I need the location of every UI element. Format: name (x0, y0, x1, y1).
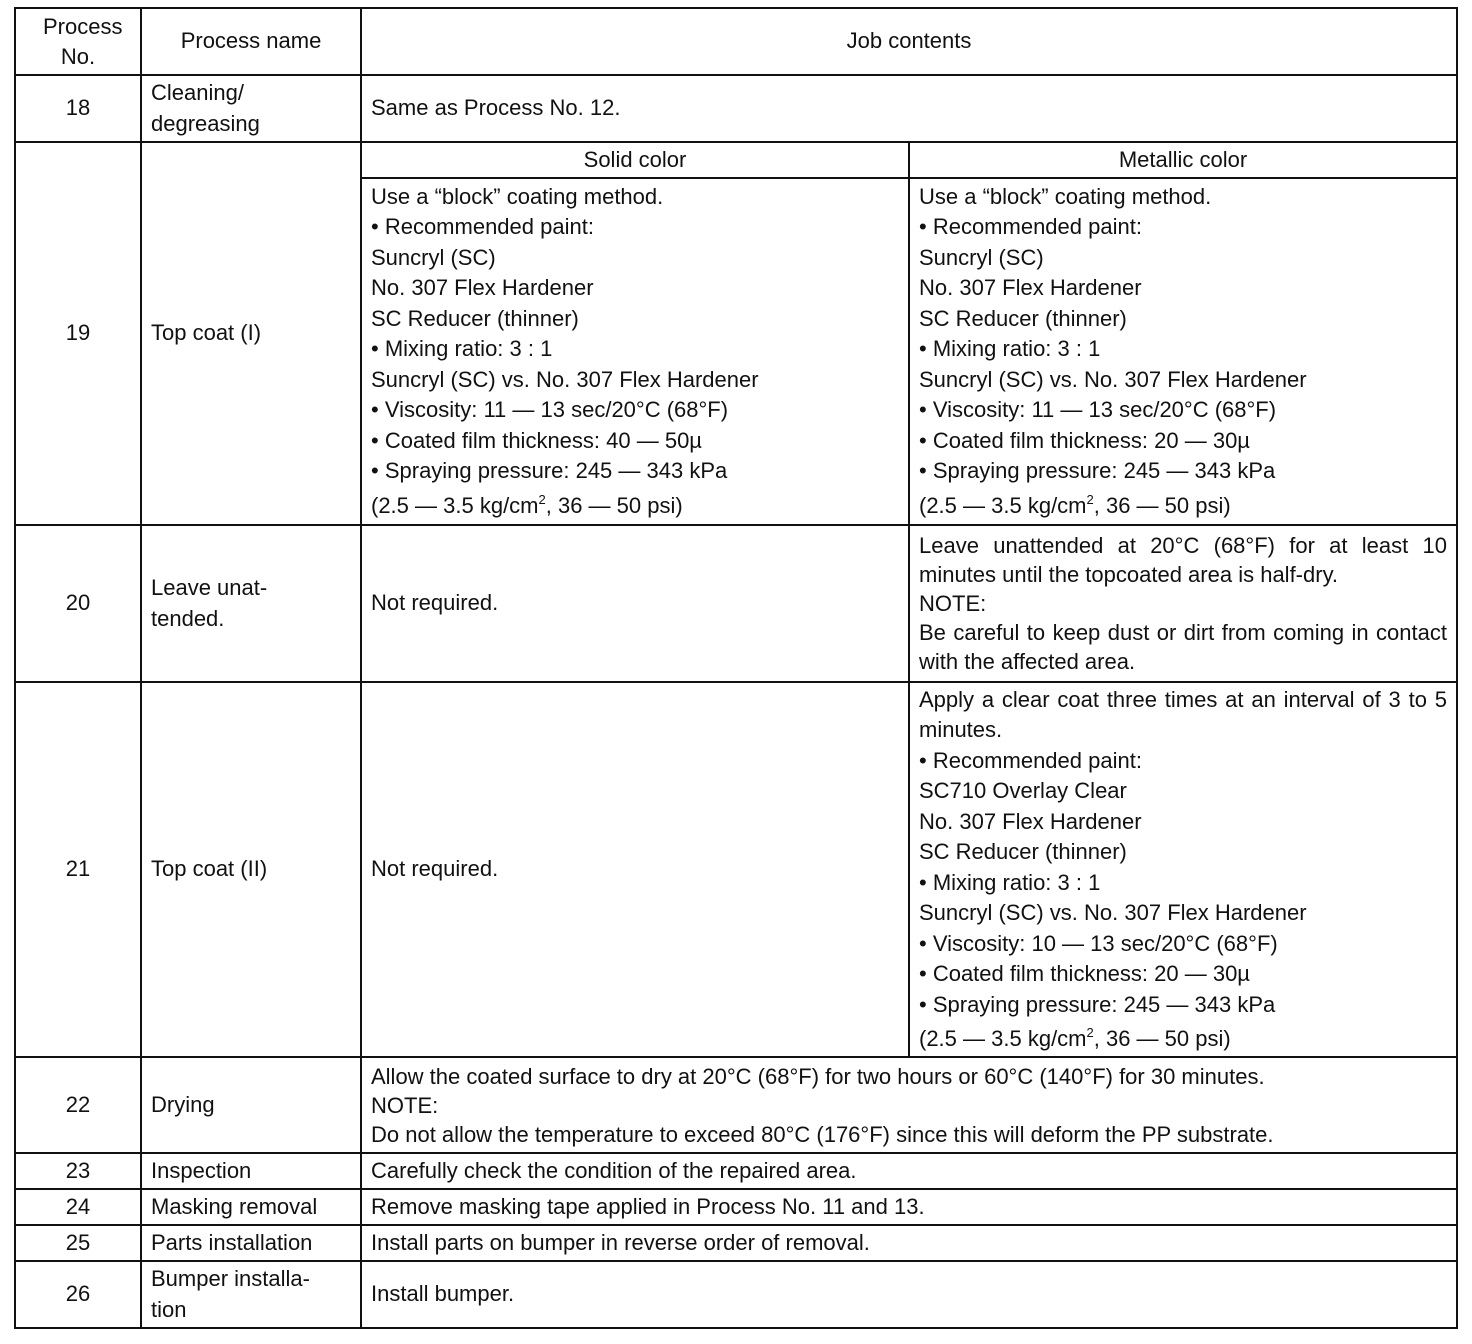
paragraph: Apply a clear coat three times at an interval of 3 to 5 minutes. (919, 686, 1447, 742)
process-name: Top coat (II) (141, 682, 361, 1057)
line: Allow the coated surface to dry at 20°C (68°F) for two hours or 60°C (140°F) for 30 minutes. (371, 1063, 1265, 1089)
process-name: Inspection (141, 1153, 361, 1189)
metallic-color-contents (909, 682, 1457, 1057)
header-job-contents: Job contents (361, 8, 1457, 75)
process-no: 26 (15, 1261, 141, 1328)
job-contents: Same as Process No. 12. (361, 75, 1457, 142)
header-metallic-color: Metallic color (909, 142, 1457, 178)
process-no: 18 (15, 75, 141, 142)
job-contents (361, 1057, 1457, 1153)
process-name: Masking removal (141, 1189, 361, 1225)
bullet-line: • Coated film thickness: 40 — 50µ (371, 426, 899, 457)
process-name: Bumper installa- tion (141, 1261, 361, 1328)
line: No. 307 Flex Hardener (371, 275, 594, 301)
note-label: NOTE: (919, 591, 987, 616)
process-no: 25 (15, 1225, 141, 1261)
process-name: Parts installation (141, 1225, 361, 1261)
line: (2.5 — 3.5 $kg/cm^2$, 36 — 50 psi) (371, 491, 683, 518)
process-name: Leave unat- tended. (141, 525, 361, 682)
table-row-22 (15, 1057, 1457, 1153)
bullet-line: • Spraying pressure: 245 — 343 kPa (919, 990, 1447, 1021)
bullet-line: • Mixing ratio: 3 : 1 (919, 334, 1447, 365)
line: SC Reducer (thinner) (919, 839, 1127, 864)
bullet-line: • Recommended paint: (919, 212, 1447, 243)
header-process-name: Process name (141, 8, 361, 75)
line: Suncryl (SC) (919, 244, 1044, 270)
line: (2.5 — 3.5 $kg/cm^2$, 36 — 50 psi) (919, 1025, 1231, 1051)
job-contents: Install parts on bumper in reverse order of removal. (361, 1225, 1457, 1261)
paragraph: Leave unattended at 20°C (68°F) for at least 10 minutes until the topcoated area is half-dry. (919, 533, 1447, 587)
process-no: 19 (15, 142, 141, 525)
subheader-row (15, 142, 1457, 178)
line: Suncryl (SC) (371, 244, 496, 270)
header-process-no: Process No. (15, 8, 141, 75)
solid-color-contents: Not required. (361, 525, 909, 682)
header-row (15, 8, 1457, 75)
bullet-line: • Recommended paint: (371, 212, 899, 243)
solid-color-contents (361, 178, 909, 525)
bullet-line: • Coated film thickness: 20 — 30µ (919, 959, 1447, 990)
metallic-color-contents (909, 525, 1457, 682)
bullet-line: • Spraying pressure: 245 — 343 kPa (371, 456, 899, 487)
table-row-21 (15, 682, 1457, 1057)
table-row-18 (15, 75, 1457, 142)
process-no: 24 (15, 1189, 141, 1225)
line: Suncryl (SC) vs. No. 307 Flex Hardener (371, 366, 759, 392)
line: Suncryl (SC) vs. No. 307 Flex Hardener (919, 900, 1307, 925)
line: (2.5 — 3.5 $kg/cm^2$, 36 — 50 psi) (919, 491, 1231, 518)
bullet-line: • Coated film thickness: 20 — 30µ (919, 426, 1447, 457)
job-contents: Carefully check the condition of the repaired area. (361, 1153, 1457, 1189)
table-row-24 (15, 1189, 1457, 1225)
job-contents: Remove masking tape applied in Process No. 11 and 13. (361, 1189, 1457, 1225)
bullet-line: • Mixing ratio: 3 : 1 (919, 868, 1447, 899)
line: SC710 Overlay Clear (919, 778, 1127, 803)
bullet-line: • Viscosity: 11 — 13 sec/20°C (68°F) (919, 395, 1447, 426)
line: No. 307 Flex Hardener (919, 808, 1142, 834)
metallic-color-contents (909, 178, 1457, 525)
table-row-23 (15, 1153, 1457, 1189)
bullet-line: • Viscosity: 11 — 13 sec/20°C (68°F) (371, 395, 899, 426)
line: No. 307 Flex Hardener (919, 275, 1142, 301)
process-table (14, 7, 1458, 1329)
table-row-20 (15, 525, 1457, 682)
process-no: 22 (15, 1057, 141, 1153)
solid-color-contents: Not required. (361, 682, 909, 1057)
table-row-26 (15, 1261, 1457, 1328)
line: Do not allow the temperature to exceed 80°C (176°F) since this will deform the PP substrate. (371, 1121, 1274, 1147)
line: SC Reducer (thinner) (371, 305, 579, 331)
table-row-25 (15, 1225, 1457, 1261)
process-name: Top coat (I) (141, 142, 361, 525)
paragraph: Be careful to keep dust or dirt from coming in contact with the affected area. (919, 620, 1447, 674)
bullet-line: • Recommended paint: (919, 746, 1447, 777)
bullet-line: • Viscosity: 10 — 13 sec/20°C (68°F) (919, 929, 1447, 960)
bullet-line: • Mixing ratio: 3 : 1 (371, 334, 899, 365)
header-solid-color: Solid color (361, 142, 909, 178)
process-no: 21 (15, 682, 141, 1057)
process-name: Drying (141, 1057, 361, 1153)
line: SC Reducer (thinner) (919, 305, 1127, 331)
process-no: 23 (15, 1153, 141, 1189)
note-label: NOTE: (371, 1092, 439, 1118)
job-contents: Install bumper. (361, 1261, 1457, 1328)
bullet-line: • Spraying pressure: 245 — 343 kPa (919, 456, 1447, 487)
line: Use a “block” coating method. (919, 183, 1212, 209)
line: Suncryl (SC) vs. No. 307 Flex Hardener (919, 366, 1307, 392)
line: Use a “block” coating method. (371, 183, 664, 209)
process-no: 20 (15, 525, 141, 682)
process-name: Cleaning/ degreasing (141, 75, 361, 142)
